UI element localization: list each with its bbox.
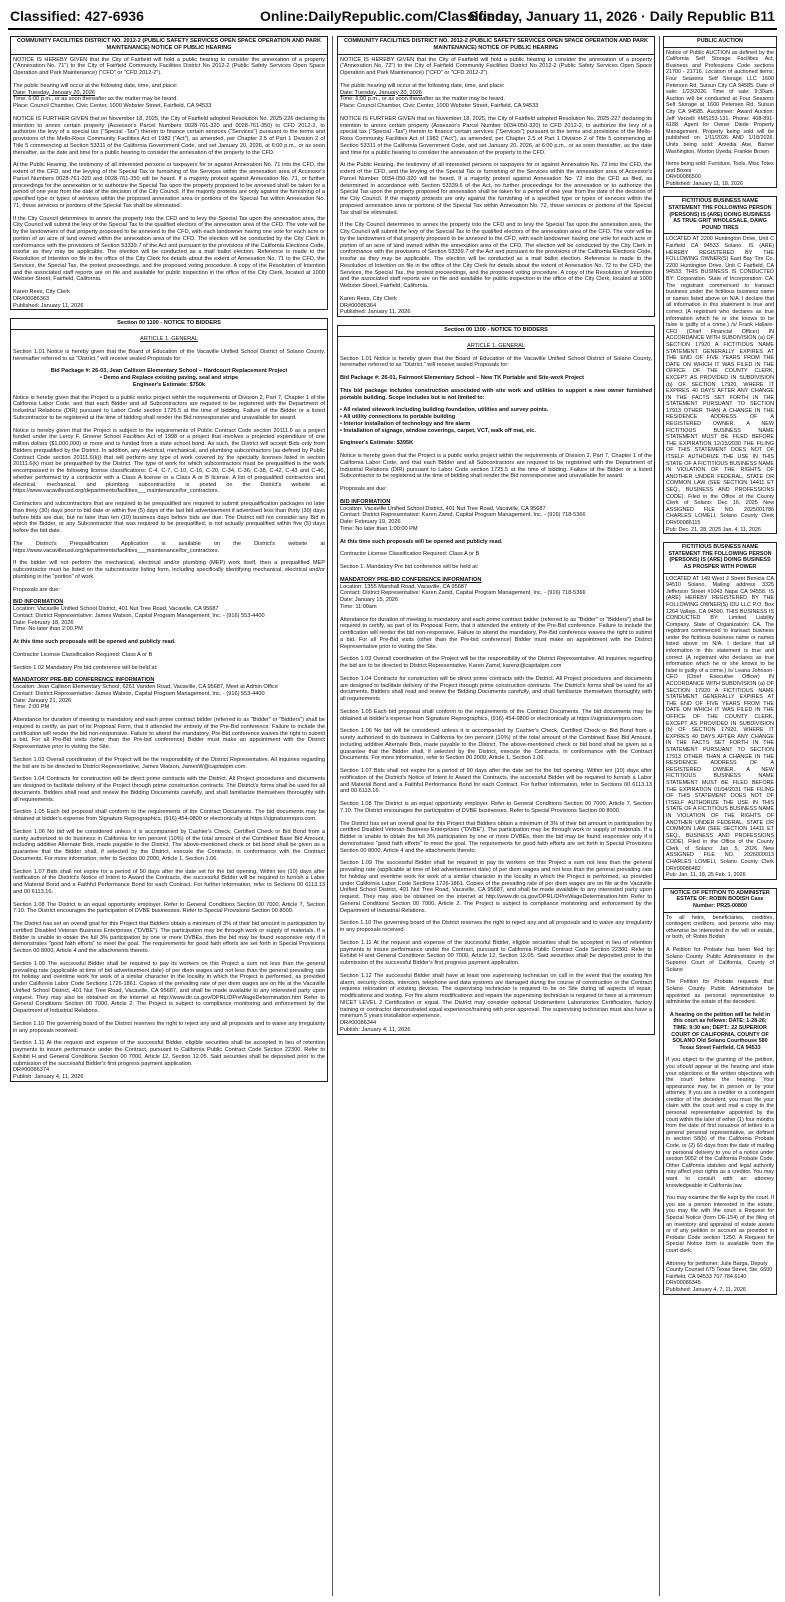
notice-paragraph: LOCATED AT 2200 Huntington Drive, Unit C Fairfield CA 94533 Solano. IS (ARE) HEREBY REGISTERED BY THE FOLLOWING OWNER(S) East Bay Tire Co. 2200 Huntington Drive, Unit C Fairfield, CA 94533. THIS BUSINESS IS CONDUCTED BY: Corporation. State of Incorporation: CA. The registrant commenced to transact business under the fictitious business name or names listed above on N/A. I declare that all information in this statement is true and correct (A registrant who declares as true information which he or she knows to be false is guilty of a crime.) /s/ Frank Hallare-CFO (Chief Financial Officer) IN ACCORDANCE WITH SUBDIVISION (a) OF SECTION 17920 A FICTITIOUS NAME STATEMENT GENERALLY EXPIRES AT THE END OF FIVE YEARS FROM THE DATE ON WHICH IT WAS FILED IN THE OFFICE OF THE COUNTY CLERK, EXCEPT AS PROVIDED IN SUBDIVISION (b) OF SECTION 17920, WHERE IT EXPIRES 40 DAYS AFTER ANY CHANGE IN THE FACTS SET FORTH IN THE STATEMENT PURSUANT TO SECTION 17913 OTHER THAN A CHANGE IN THE RESIDENCE ADDRESS OF A REGISTERED OWNER. A NEW FICTITIOUS BUSINESS NAME STATEMENT MUST BE FILED BEFORE THE EXPIRATION 12/15/2030 THE FILING OF THIS STATEMENT DOES NOT OF ITSELF AUTHORIZE THE USE IN THIS STATE OF A FICTITIOUS BUSINESS NAME IN VIOLATION OF THE RIGHTS OF ANOTHER UNDER FEDERAL, STATE OR COMMON LAW (SEE SECTION 14411 ET SEQ., BUSINESS AND PROFESSIONS CODE). Filed in the Office of the County Clerk of Solano: Dec 16, 2025 New ASSIGNED FILE NO. 2025001786 CHARLES LOMELI, Solano County Clerk DR#00086115: [666, 236, 774, 526]
scope-item: • All related sitework including building foundation, utilities and survey points.: [340, 407, 549, 414]
classified-phone: Classified: 427-6936: [10, 8, 144, 24]
notice-paragraph: The District has set an overall goal for this Project that Bidders obtain a minimum of 3% of their bid amount in participation by certified Disabled Veteran Business Enterprises ("DVBE"). The participation may be through work or supply of materials. If a Bidder is unable to obtain the full 3% participation by one or more DVBEs, then the bid may be found responsive only if it demonstrates "good faith efforts" to meet the goal. The requirements for good faith efforts are set forth in Special Provisions Section 00 8000, Article 4 and the attachments thereto.: [13, 921, 325, 954]
signature: Karen Rees, City Clerk: [340, 295, 397, 302]
bid-location: Location: Vacaville Unified School District, 401 Nut Tree Road, Vacaville, CA 95687: [340, 505, 546, 512]
article-heading: ARTICLE 1. GENERAL: [139, 336, 199, 342]
section-107: Section 1.07 Bids shall not expire for a period of 90 days after the date set for the bid opening. Within ten (10) days after notification of the District's Notice of Intent to Award the Contracts, the successful Bidder will be required to furnish a Labor and Material Bond and a Faithful Performance Bond for each Contract. For further information, refer to Sections 00 6113.13 and 00 6113.16.: [13, 868, 325, 895]
legal-column-2: [337, 36, 655, 1598]
dr-number: DR#00086364: [340, 302, 377, 309]
section-105: Section 1.05 Each bid proposal shall conform to the requirements of the Contract Documents. The bid documents may be obtained at bidder's expense from Signature Reprographics, (916) 454-0800 or electronically at https://signaturerepro.com.: [13, 809, 325, 822]
bid-scope: • Demo and Replace existing paving, seal and stripe: [99, 375, 239, 381]
notice-paragraph: NOTICE IS HEREBY GIVEN that the City of Fairfield will hold a public hearing to consider the annexation of a property ("Annexation No. 71") to the City of Fairfield Community Facilities District No 2012-2 (Public Safety Services Open Space Operation and Park Maintenance) ("CFD" or "CFD 2012-2").: [13, 56, 325, 76]
section-110: Section 1.10 The governing board of the District reserves the right to reject any and all proposals and to waive any irregularity in any proposals received.: [13, 1020, 325, 1034]
prebid-date: Date: January 15, 2026: [340, 597, 399, 603]
notice-paragraph: Notice is hereby given that the Project is subject to the requirements of Public Contract Code section 20111.6 as a project funded under the Leroy F. Greene School Facilities Act of 1998 or a project that involves a projected expenditure of one million dollars ($1,000,000) or more and is funded from a state school bond. As such, the District will accept Bids only from Bidders prequalified by the District. In addition, any electrical, mechanical, and plumbing subcontractors (as defined by Public Contract Code section 20111.6(k)) that will perform any type of work covered by the specialty licenses listed in section 20111.6(k) must be prequalified by the District. The type of work for which subcontractors must be prequalified is the work encompassed in the following license classifications: C-4, C-7, C-10, C-16, C-20, C-34, C-36, C-38, C-42, C-43 and C-46, whether performed by a contractor with a Class A license or a Class A or B license. A list of prequalified contractors and electrical, mechanical, and plumbing subcontractors is posted on the District's website at https://www.vacavilleusd.org/departments/facilities___maintenance/for_contractors.: [13, 427, 325, 495]
page-date: Sunday, January 11, 2026 · Daily Republic B11: [468, 8, 775, 24]
license-class: Contractor License Classification Required: Class A or B: [340, 551, 480, 558]
section-107: Section 1.07 Bids shall not expire for a period of 90 days after the date set for the bid opening. Within ten (10) days after notification of the District's Notice of Intent to Award the Contracts, the successful Bidder will be required to furnish a Labor and Material Bond and a Faithful Performance Bond for each Contract. For further information, refer to Sections 00 6113.13 and 00 6113.16.: [340, 768, 652, 795]
bid-opening: At this time such proposals will be opened and publicly read.: [13, 639, 176, 645]
section-111: Section 1.11 At the request and expense of the successful Bidder, eligible securities shall be accepted in lieu of retention payments to insure performance under the Contract, pursuant to California Public Contract Code Section 22300. Refer to Exhibit H and General Conditions Section 00 7000, Article 12, Section 12.05. Said securities shall be deposited prior to the submission of the successful Bidder's first progress payment application.: [13, 1040, 325, 1067]
section-title: Section 00 1100 - NOTICE TO BIDDERS: [338, 326, 654, 337]
notice-paragraph: The public hearing will occur at the following date, time, and place:: [13, 82, 178, 89]
scope-item: • Installation of signage, window coverings, carpet, VCT, walk off mat, etc.: [340, 427, 536, 434]
hearing-time: Time: 6:00 p.m., or as soon thereafter as the matter may be heard.: [340, 96, 505, 103]
bid-info-heading: BID INFORMATION: [13, 599, 64, 606]
notice-paragraph: Attendance for duration of meeting is mandatory and each prime contract bidder (referred to as "Bidder" or "Bidders") shall be required to certify, as part of its Proposal Form, that it attended the entirety of the Pre-Bid conference. Failure to include the certification will render the bid non-responsive. Failure to attend the mandatory, Pre-Bid conference waives the right to submit a bid. For all Pre-Bid visits (other than the Pre-bid conference) Bidder must make an appointment with the District Representative prior to visiting the Site.: [13, 717, 325, 750]
section-103: Section 1.03 Overall coordination of the Project will be the responsibility of the District Representative. All inquiries regarding the bid are to be directed to District Representative, James Watson, JamesW@capitalpm.com.: [13, 756, 325, 770]
published-date: Published: January 11, 2026: [13, 302, 84, 309]
dr-number: DR#00086363: [13, 295, 50, 302]
notice-to-bidders-1: [10, 318, 328, 1082]
notice-title: NOTICE OF PETITION TO ADMINISTER ESTATE OF: ROBIN BODISH Case Number: PR25-00800: [664, 889, 776, 913]
published-date: Published: January 4, 7, 11, 2026: [666, 1286, 746, 1293]
section-106: Section 1.06 No bid will be considered unless it is accompanied by Cashier's Check, Certified Check or Bid Bond from a surety authorized to do business in California for ten percent (10%) of the total amount of the Combined Base Bid Amount, including additive Alternate Bids, made payable to the District. The above-mentioned check or bid bond shall be given as a guarantee that the Bidder shall, if selected by the District, execute the Contracts, in conformance with the Contract Documents. For more information, refer to Section 00 2000, Article 1, Section 1.06.: [340, 728, 652, 762]
bid-info-heading: BID INFORMATION: [340, 498, 391, 505]
bid-opening: At this time such proposals will be opened and publicly read.: [340, 538, 503, 545]
scope-item: • All utility connections to portable building: [340, 414, 456, 420]
notice-paragraph: Attendance for duration of meeting is mandatory and each prime contract bidder (referred to as "Bidder" or "Bidders") shall be required to certify, as part of its Proposal Form, that it attended the entirety of the Pre-Bid conference. Failure to include the certification will render the bid non-responsive. Failure to attend the mandatory, Pre-Bid conference waives the right to submit a bid. For all Pre-Bid visits (other than the Pre-bid conference) Bidder must make an appointment with the District Representative prior to visiting the Site.: [340, 616, 652, 650]
notice-paragraph: The Petition for Probate requests that: Solano County Public Administrator be appointed as personal representative to administer the estate of the decedent.: [666, 979, 774, 1006]
prebid-contact: Contact: District Representative: James Watson, Capital Program Management, Inc. - (916) 553-4400: [13, 690, 265, 697]
section-108: Section 1.08 The District is an equal opportunity employer. Refer to General Conditions Section 00 7000, Article 7, Section 7.10. The District encourages the participation of DVBE businesses. Refer to Special Provisions Section 00 8000.: [13, 901, 325, 915]
hearing-place: Place: Council Chamber, Civic Center, 1000 Webster Street, Fairfield, CA 94533: [13, 103, 212, 109]
section-102: Section 1. Mandatory Pre bid conference will be held at:: [340, 564, 479, 570]
fictitious-business-notice-2: [663, 542, 777, 880]
notice-paragraph: At the Public Hearing, the testimony of all interested persons or taxpayers for or against Annexation No. 71 into the CFD, the extent of the CFD, and the levying of the Special Tax or furnishing of the Services within the annexation area of Accessor's Parcel Numbers 0028-761-320 and 0028-761-350 will be heard. If a majority protest against Annexation No. 71, or further proceedings for the annexation or to authorize the Special Tax upon the property proposed to be annexed shall be taken for a period of one year from the date of the decision of the City Council. If the majority protests are only against the furnishing of a specified type or types of services within the proposed annexation area or portions of the Special Tax within Annexation No. 71, those services or portions of the Special Tax shall be eliminated.: [13, 162, 325, 209]
proposals-due: Proposals are due:: [340, 486, 387, 492]
notice-title: COMMUNITY FACILITIES DISTRICT NO. 2012-2 (PUBLIC SAFETY SERVICES OPEN SPACE OPERATION AND PARK MAINTENANCE) NOTICE OF PUBLIC HEARING: [11, 37, 327, 55]
site-url[interactable]: Online:DailyRepublic.com/Classifieds: [260, 8, 512, 24]
hearing-date: Date: Tuesday, January 20, 2026: [340, 89, 422, 96]
published-date: Pub: Dec. 21, 28, 2025 Jan. 4, 11, 2026: [666, 526, 761, 533]
notice-paragraph: The District has set an overall goal for this Project that Bidders obtain a minimum of 3% of their bid amount in participation by certified Disabled Veteran Business Enterprises ("DVBE"). The participation may be through work or supply of materials. If a Bidder is unable to obtain the full 3% participation by one or more DVBEs, then the bid may be found responsive only if it demonstrates "good faith efforts" to meet the goal. The requirements for good faith efforts are set forth in Special Provisions Section 00 8000, Article 4 and the attachments thereto.: [340, 820, 652, 854]
notice-paragraph: If the City Council determines to annex the property into the CFD and to levy the Special Tax upon the annexation area, the City Council will submit the levy of the Special Tax to the qualified electors of the annexation area of the CFD. The vote will be by the landowners of that property proposed to be annexed to the CFD, with each landowner having one vote for each acre or portion of an acre of land owned within the annexation area of the CFD. The election will be conducted by the City Clerk in conformance with the provisions of Section 53339.7 of the Act and pursuant to the provisions of the California Elections Code, insofar as they may be applicable. The election will be conducted as a mail ballot election. Reference is made to the Resolution of Intention on file in the office of the City Clerk for details about the extent of Annexation No. 72 to the CFD, the Services, the Special Tax, the protest proceedings, and the proposed voting procedure. A copy of the Resolution of Intention and the associated staff reports are on file and available for public inspection in the office of the City Clerk, located at 1000 Webster Street, Fairfield, California.: [340, 222, 652, 289]
bid-time: Time: No later than 1:00:00 PM: [340, 525, 418, 532]
notice-title: COMMUNITY FACILITIES DISTRICT NO. 2012-2 (PUBLIC SAFETY SERVICES OPEN SPACE OPERATION AND PARK MAINTENANCE) NOTICE OF PUBLIC HEARING: [338, 37, 654, 55]
prebid-location: Location: Jean Callison Elementary School, 6261 Vanden Road, Vacaville, CA 95687, Meet at Admin Office: [13, 684, 278, 690]
notice-title: FICTITIOUS BUSINESS NAME STATEMENT THE FOLLOWING PERSON (PERSONS) IS (ARE) DOING BUSINESS AS TRUE GRIT WHOLESALE, DAWG POUND TIRES: [664, 197, 776, 234]
cfd-notice-71: [10, 36, 328, 310]
bid-time: Time: No later than 2:00 PM: [13, 626, 83, 633]
notice-paragraph: You may examine the file kept by the court. If you are a person interested in the estate, you may file with the court a Request for Special Notice (form DE-154) of the filing of an inventory and appraisal of estate assets or of any petition or account as provided in Probate Code section 1250. A Request for Special Notice form is available from the court clerk.: [666, 1195, 774, 1254]
hearing-date: Date: Tuesday, January 20, 2026: [13, 89, 95, 96]
section-101: Section 1.01 Notice is hereby given that the Board of Education of the Vacaville Unified School District of Solano County, hereinafter referred to as "District," will receive sealed Proposals for:: [13, 348, 325, 362]
engineer-estimate: Engineer's Estimate: $750k: [132, 381, 206, 388]
bid-scope: This bid package includes construction associated with site work and utilities to support a new owner furnished portable building. Scope includes but is not limited to:: [340, 387, 652, 401]
section-106: Section 1.06 No bid will be considered unless it is accompanied by Cashier's Check, Certified Check or Bid Bond from a surety authorized to do business in California for ten percent (10%) of the total amount of the Combined Base Bid Amount, including additive Alternate Bids, made payable to the District. The above-mentioned check or bid bond shall be given as a guarantee that the Bidder shall, if selected by the District, execute the Contracts, in conformance with the Contract Documents. For more information, refer to Section 00 2000, Article 1, Section 1.06.: [13, 828, 325, 862]
section-109: Section 1.09 The successful Bidder shall be required to pay its workers on this Project a sum not less than the general prevailing rate (applicable at time of bid advertisement date) of per diem wages and not less than the general prevailing rate for holiday and overtime work for work of a similar character in the locality in which the Project is performed, as provided under California Labor Code Sections 1726-1861. Copies of the prevailing rate of per diem wages are on file at the Vacaville Unified School District, 401 Nut Tree Road, Vacaville, CA 95687, and shall be made available to any interested party upon request. They may also be obtained on the internet at http://www.dir.ca.gov/OPRL/DPreWageDetermination.htm Refer to General Conditions Section 00 7000, Article 2. The Project is subject to compliance monitoring and enforcement by the Department of Industrial Relations.: [13, 960, 325, 1014]
prebid-heading: MANDATORY PRE-BID CONFERENCE INFORMATION: [340, 576, 482, 583]
published-date: Publish: January 4, 11, 2026: [13, 1074, 84, 1080]
hearing-place: Place: Council Chamber, Civic Center, 1000 Webster Street, Fairfield, CA 94533: [340, 103, 539, 109]
probate-petition-notice: [663, 888, 777, 1295]
section-101: Section 1.01 Notice is hereby given that the Board of Education of the Vacaville Unified School District of Solano County, hereinafter referred to as "District," will receive sealed Proposals for:: [340, 355, 652, 369]
bid-location: Location: Vacaville Unified School District, 401 Nut Tree Road, Vacaville, CA 95687: [13, 606, 219, 612]
notice-paragraph: If you object to the granting of the petition, you should appear at the hearing and state your objections or file written objections with the court before the hearing. Your appearance may be in person or by your attorney. If you are a creditor or a contingent creditor of the decedent, you must file your claim with the court and mail a copy to the personal representative appointed by the court within the later of either (1) four months from the date of first issuance of letters to a general personal representative, as defined in section 58(b) of the California Probate Code, or (2) 60 days from the date of mailing or personal delivery to you of a notice under section 9052 of the California Probate Code. Other California statutes and legal authority may affect your rights as a creditor. You may want to consult with an attorney knowledgeable in California law.: [666, 1057, 774, 1189]
notice-paragraph: NOTICE IS HEREBY GIVEN that the City of Fairfield will hold a public hearing to consider the annexation of a property ("Annexation No. 72") to the City of Fairfield Community Facilities District No 2012-2 (Public Safety Services Open Space Operation and Park Maintenance) ("CFD" or "CFD 2012-2").: [340, 56, 652, 76]
page-header: [8, 4, 777, 30]
notice-paragraph: The District's Prequalification Application is available on the District's website at https://www.vacavilleusd.org/departments/facilities___maintenance/for_contractors.: [13, 540, 325, 554]
prebid-time: Time: 11:00am: [340, 603, 377, 610]
section-103: Section 1.03 Overall coordination of the Project will be the responsibility of the District Representative. All inquiries regarding the bid are to be directed to District Representative, Karen Zamd, karenz@capitalpm.com: [340, 656, 652, 669]
bid-date: Date: February 18, 2026: [13, 619, 74, 626]
published-date: Published: January 11, 18, 2026: [666, 180, 743, 187]
article-heading: ARTICLE 1. GENERAL: [466, 342, 526, 349]
notice-title: FICTITIOUS BUSINESS NAME STATEMENT THE FOLLOWING PERSON (PERSONS) IS (ARE) DOING BUSINESS AS PROSPER WITH POWER: [664, 543, 776, 573]
bid-package: Bid Package #: 26-01, Fairmont Elementary School – New TK Portable and Site-work Project: [340, 375, 585, 381]
proposals-due: Proposals are due:: [13, 586, 60, 593]
license-class: Contractor License Classification Required: Class A or B: [13, 651, 153, 658]
notice-paragraph: To all heirs, beneficiaries, creditors, contingent creditors, and persons who may otherwise be interested in the will or estate, or both, of: Robin Bodish: [666, 914, 774, 941]
prebid-date: Date: January 21, 2026: [13, 697, 72, 704]
published-date: Publish: January 4, 11, 2026: [340, 1026, 411, 1033]
column-divider: [332, 36, 333, 1596]
bid-contact: Contact: District Representative: Karen Zamd, Capital Program Management, Inc. - (916) 718-5366: [340, 512, 586, 519]
prebid-location: Location: 1355 Marshall Road, Vacaville, CA 95687: [340, 583, 468, 590]
attorney-info: Attorney for petitioner: Julie Barga, Deputy County Counsel 675 Texas Street, Ste. 6600 Fairfield, CA 94533 707.784.6140: [666, 1260, 773, 1280]
notice-paragraph: If the City Council determines to annex the property into the CFD and to levy the Special Tax upon the annexation area, the City Council will submit the levy of the Special Tax to the qualified electors of the annexation area of the CFD. The vote will be by the landowners of that property proposed to be annexed to the CFD, with each landowner having one vote for each acre or portion of an acre of land owned within the annexation area of the CFD. The election will be conducted by the City Clerk in conformance with the provisions of Section 53339.7 of the Act and pursuant to the provisions of the California Elections Code, insofar as they may be applicable. The election will be conducted as a mail ballot election. Reference is made to the Resolution of Intention on file in the office of the City Clerk for details about the extent of Annexation No. 71 to the CFD, the Services, the Special Tax, the protest proceedings, and the proposed voting procedure. A copy of the Resolution of Intention and the associated staff reports are on file and available for public inspection in the office of the City Clerk, located at 1000 Webster Street, Fairfield, California.: [13, 215, 325, 283]
auction-items: Items being sold: Furniture, Tools, Misc Totes and Boxes: [666, 161, 774, 174]
legal-column-3: [663, 36, 777, 1598]
section-104: Section 1.04 Contracts for construction will be direct prime contracts with the District. All Project procedures and documents are designed to facilitate delivery of the Project through prime construction contracts. The District's forms shall be used for all documents. Bidders shall read and review the Bidding Documents carefully, and shall familiarize themselves thoroughly with all requirements.: [340, 675, 652, 702]
dr-number: DR#00086344: [340, 1020, 377, 1026]
cfd-notice-72: [337, 36, 655, 317]
section-105: Section 1.05 Each bid proposal shall conform to the requirements of the Contract Documents. The bid documents may be obtained at bidder's expense from Signature Reprographics, (916) 454-0800 or electronically at https://signaturerepro.com.: [340, 708, 652, 722]
notice-paragraph: Notice of Public AUCTION as defined by the California Self Storage Facilities Act, Business and Professions Code sections 21700 - 21716. Location of auctioned items: Four Seasons Self Storage LLC 1600 Petersen Rd, Suisun City CA 94585. Date of sale: 1/23/2026. Time of sale: 9:30am. Auction will be conducted at Four Seasons Self Storage at 1600 Petersen Rd, Suisun City CA 94585. Auctioneer: Award Auction: Jeff Verzelli #MS153-131. Phone: 408-891-6188. Agent for Owner Diede Property Management. Property being sold will be published on 1/11/2026 AND 1/18/2026. Units being sold: Amedia Abe, Barner Washington, Morton Uyeda, Frankie Brown: [666, 49, 774, 155]
section-104: Section 1.04 Contracts for construction will be direct prime contracts with the District. All Project procedures and documents are designed to facilitate delivery of the Project through prime construction contracts. The District's forms shall be used for all documents. Bidders shall read and review the Bidding Documents carefully, and shall familiarize themselves thoroughly with all requirements.: [13, 776, 325, 803]
notice-paragraph: The public hearing will occur at the following date, time, and place:: [340, 82, 505, 89]
notice-paragraph: LOCATED AT 149 West J Street Benicia CA 94510 Solano, Mailing address 3325 Jefferson Street #1043 Napa CA 94558. IS (ARE) HEREBY REGISTERED BY THE FOLLOWING OWNER(S) IDU LLC P.O. Box 1264 Vallejo, CA 94590. THIS BUSINESS IS CONDUCTED BY: Limited Liability Company. State of Organization: CA. The registrant commenced to transact business under the fictitious business name or names listed above on N/A. I declare that all information in this statement is true and correct (A registrant who declares as true information which he or she knows to be false is guilty of a crime.) /s/ Leana Johnson-CEO (Chief Executive Officer) IN ACCORDANCE WITH SUBDIVISION (a) OF SECTION 17920 A FICTITIOUS NAME STATEMENT GENERALLY EXPIRES AT THE END OF FIVE YEARS FROM THE DATE ON WHICH IT WAS FILED IN THE OFFICE OF THE COUNTY CLERK, EXCEPT AS PROVIDED IN SUBDIVISION (b) OF SECTION 17920, WHERE IT EXPIRES 40 DAYS AFTER ANY CHANGE IN THE FACTS SET FORTH IN THE STATEMENT PURSUANT TO SECTION 17913 OTHER THAN A CHANGE IN THE RESIDENCE ADDRESS OF A REGISTERED OWNER. A NEW FICTITIOUS BUSINESS NAME STATEMENT MUST BE FILED BEFORE THE EXPIRATION 01/04/2031 THE FILING OF THIS STATEMENT DOES NOT OF ITSELF AUTHORIZE THE USE IN THIS STATE OF A FICTITIOUS BUSINESS NAME IN VIOLATION OF THE RIGHTS OF ANOTHER UNDER FEDERAL, STATE OR COMMON LAW (SEE SECTION 14411 ET SEQ., BUSINESS AND PROFESSIONS CODE). Filed in the Office of the County Clerk of Solano: Jan 5, 2026 New ASSIGNED FILE NO. 2026000013 CHARLES LOMELI, Solano County Clerk DR#00086482: [666, 575, 774, 872]
published-date: Published: January 11, 2026: [340, 309, 411, 316]
section-111: Section 1.11 At the request and expense of the successful Bidder, eligible securities shall be accepted in lieu of retention payments to insure performance under the Contract, pursuant to California Public Contract Code Section 22300. Refer to Exhibit H and General Conditions Section 00 7000, Article 12, Section 12.05. Said securities shall be deposited prior to the submission of the successful Bidder's first progress payment application.: [340, 939, 652, 966]
hearing-time: Time: 6:00 p.m., or as soon thereafter as the matter may be heard.: [13, 96, 178, 103]
engineer-estimate: Engineer's Estimate: $395K: [340, 440, 414, 447]
section-112: Section 1.12 The successful Bidder shall have at least one supervising technician on call in the event that the existing fire alarm, security clocks, intercom, telephone and data systems are damaged during the course of construction or the Contract requires relocation of existing devices. The supervising technician is required to be on Site during all aspects of repair, modifications and testing. For fire alarm modifications and repairs the supervising technician is required to have at a minimum NICET LEVEL 2 Certification or equal. The District may consider optional Underwriters Laboratories Certification, factory training or contractor demonstrated equal experience/training with prior approval. The supervising technician must also have a minimum 5 years installation experience.: [340, 972, 652, 1020]
section-109: Section 1.09 The successful Bidder shall be required to pay its workers on this Project a sum not less than the general prevailing rate (applicable at time of bid advertisement date) of per diem wages and not less than the general prevailing rate for holiday and overtime work for work of a similar character in the locality in which the Project is performed, as provided under California Labor Code Sections 1726-1861. Copies of the prevailing rate of per diem wages are on file at the Vacaville Unified School District, 401 Nut Tree Road, Vacaville, CA 95687, and shall be made available to any interested party upon request. They may also be obtained on the internet at http://www.dir.ca.gov/OPRL/DPreWageDetermination.htm Refer to General Conditions Section 00 7000, Article 2. The Project is subject to compliance monitoring and enforcement by the Department of Industrial Relations.: [340, 860, 652, 914]
hearing-info: A hearing on the petition will be held in this court as follows: DATE: 1-28-26; TIME: 9:30 am; DEPT.: 22 SUPERIOR COURT OF CALIFORNIA, COUNTY OF SOLANO Old Solano Courthouse 580 Texas Street Fairfield, CA 94533: [669, 1011, 771, 1051]
column-divider: [659, 36, 660, 1596]
section-102: Section 1.02 Mandatory Pre bid conference will be held at:: [13, 664, 158, 671]
prebid-time: Time: 2:00 PM: [13, 704, 50, 711]
notice-paragraph: A Petition for Probate has been filed by: Solano County Public Administrator in the Superior Court of California, County of Solano: [666, 947, 774, 973]
legal-column-1: [10, 36, 328, 1598]
notice-to-bidders-2: [337, 325, 655, 1035]
public-auction-notice: [663, 36, 777, 188]
notice-paragraph: NOTICE IS FURTHER GIVEN that on November 18, 2025, the City of Fairfield adopted Resolution No. 2025-226 declaring its intention to annex certain property (Assessor's Parcel Numbers 0028-761-320 and 0028-761-350) to CFD 2012-2, to authorize the levy of a special tax ("Special -Tax") therein to finance certain services ("Services") pursuant to the terms and provisions of the Mello-Roos Community Facilities Act of 1982 ("Act"), as amended, per Chapter 2.5 of Part 1 Division 2 of Title 5 commencing at Section 53311 of the California Government Code, and set January 20, 2026, at 6:00 p.m., or as soon thereafter, as the date and time for a public hearing to consider the annexation of the property to the CFD.: [13, 115, 325, 156]
prebid-heading: MANDATORY PRE-BID CONFERENCE INFORMATION: [13, 677, 155, 684]
notice-paragraph: NOTICE IS FURTHER GIVEN that on November 18, 2025, the City of Fairfield adopted Resolution No. 2025-227 declaring its intention to annex certain property (Assessor's Parcel Number 0034-050-320) to CFD 2012-2, to authorize the levy of a special tax ("Special -Tax") therein to finance certain services ("Services") pursuant to the terms and provisions of the Mello-Roos Community Facilities Act of 1982 ("Act"), as amended, per Chapter 2.5 of Part 1 Division 2 of Title 5 commencing at Section 53311 of the California Government Code, and set January 20, 2026, at 6:00 p.m., or as soon thereafter, as the date and time for a public hearing to consider the annexation of the property to the CFD.: [340, 115, 652, 156]
dr-number: DR#00086500: [666, 174, 701, 181]
notice-paragraph: Notice is hereby given that the Project is a public works project within the requirements of Division 2, Part 7, Chapter 1 of the California Labor Code, and that each Bidder and all Subcontractors are required to be registered with the Department of Industrial Relations (DIR) pursuant to Labor Code section 1725.5 at the time of bidding. Failure of the Bidder or a listed Subcontractor to be registered at the time of bidding shall render the Bid nonresponsive and unavailable for award.: [13, 394, 325, 421]
bid-contact: Contact: District Representative: James Watson, Capital Program Management, Inc. - (916) 553-4400: [13, 612, 265, 619]
scope-item: • Interior installation of technology and fire alarm: [340, 420, 471, 427]
published-date: Pub: Jan. 11, 18, 25 Feb. 1, 2026: [666, 872, 746, 879]
fictitious-business-notice-1: [663, 196, 777, 534]
dr-number: DR#00086374: [13, 1067, 50, 1074]
bid-date: Date: February 19, 2026: [340, 519, 401, 525]
bid-package: Bid Package #: 26-03, Jean Callison Elementary School – Hardcourt Replacement Project: [50, 368, 288, 375]
signature: Karen Rees, City Clerk: [13, 289, 70, 295]
notice-paragraph: Notice is hereby given that the Project is a public works project within the requirements of Division 2, Part 7, Chapter 1 of the California Labor Code, and that each Bidder and all Subcontractors are required to be registered with the Department of Industrial Relations (DIR) pursuant to Labor Code section 1725.5 at the time of bidding. Failure of the Bidder or a listed Subcontractor to be registered at the time of bidding shall render the Bid nonresponsive and unavailable for award.: [340, 453, 652, 480]
section-110: Section 1.10 The governing board of the District reserves the right to reject any and all proposals and to waive any irregularity in any proposals received.: [340, 920, 652, 933]
notice-paragraph: At the Public Hearing, the testimony of all interested persons or taxpayers for or against Annexation No. 72 into the CFD, the extent of the CFD, and the levying of the Special Tax or furnishing of the Services within the annexation area of Accessor's Parcel Number 0034-050-320 will be heard. If a majority protest against Annexation No. 72 into the CFD as filed, as determined in accordance with Section 53339.6 of the Act, no further proceedings for the annexation or to authorize the Special Tax upon the property proposed for annexation shall be taken for a period of one year from the date of the decision of the City Council. If the majority protests are only against the furnishing of a specified type or types of services within the proposed annexation area or portions of the Special Tax within Annexation No. 72, those services or portions of the Special Tax shall be eliminated.: [340, 162, 652, 216]
section-title: Section 00 1100 - NOTICE TO BIDDERS: [11, 319, 327, 330]
notice-paragraph: If the bidder will not perform the mechanical, electrical and/or plumbing (MEP) work itself, then a prequalified MEP subcontractor must be listed on the subcontractor listing form, including specifically identifying mechanical, electrical and/or plumbing in the "portion" of work.: [13, 560, 325, 580]
notice-title: PUBLIC AUCTION: [664, 37, 776, 48]
dr-number: DR#00086345: [666, 1280, 701, 1287]
notice-paragraph: Contractors and subcontractors that are required to be prequalified are required to submit prequalification packages no later than thirty (30) days prior to bid date or within five (5) days of the last bid advertisement if advertised less than thirty (30) days before bids are due, but no later than ten (10) business days before bids are due. The District will not consider any Bid in which the Bidder, or any Subcontractor that was required to be prequalified, is not actually prequalified within five (5) days before the bid date.: [13, 501, 325, 534]
section-108: Section 1.08 The District is an equal opportunity employer. Refer to General Conditions Section 00 7000, Article 7, Section 7.10. The District encourages the participation of DVBE businesses. Refer to Special Provisions Section 00 8000.: [340, 801, 652, 814]
prebid-contact: Contact: District Representative: Karen Zamd, Capital Program Management, Inc. - (916) 718-5366: [340, 590, 586, 597]
